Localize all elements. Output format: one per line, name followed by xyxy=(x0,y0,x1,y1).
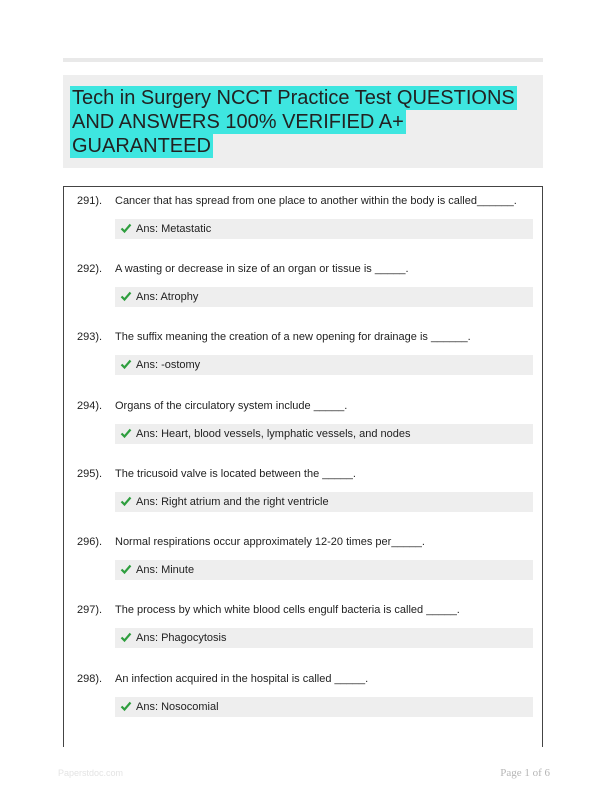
footer-watermark: Paperstdoc.com xyxy=(58,768,124,778)
checkmark-icon xyxy=(120,700,132,712)
checkmark-icon xyxy=(120,427,132,439)
checkmark-icon xyxy=(120,495,132,507)
qa-list xyxy=(63,186,543,747)
answer-row xyxy=(115,697,533,717)
answer-text: Ans: Metastatic xyxy=(136,223,212,235)
question-number: 297). xyxy=(77,604,103,616)
question-text: The process by which white blood cells engulf bacteria is called _____. xyxy=(115,604,460,616)
question-number: 293). xyxy=(77,331,103,343)
answer-row xyxy=(115,560,533,580)
checkmark-icon xyxy=(120,631,132,643)
checkmark-icon xyxy=(120,358,132,370)
checkmark-icon xyxy=(120,563,132,575)
answer-text: Ans: Nosocomial xyxy=(136,701,219,713)
answer-text: Ans: -ostomy xyxy=(136,359,201,371)
question-number: 294). xyxy=(77,400,103,412)
answer-text: Ans: Heart, blood vessels, lymphatic vessels, and nodes xyxy=(136,428,411,440)
question-text: Normal respirations occur approximately 12-20 times per_____. xyxy=(115,536,425,548)
question-text: An infection acquired in the hospital is called _____. xyxy=(115,673,369,685)
question-text: The suffix meaning the creation of a new opening for drainage is ______. xyxy=(115,331,471,343)
answer-text: Ans: Atrophy xyxy=(136,291,199,303)
page-indicator: Page 1 of 6 xyxy=(500,767,550,779)
answer-row xyxy=(115,492,533,512)
answer-text: Ans: Phagocytosis xyxy=(136,632,227,644)
question-number: 292). xyxy=(77,263,103,275)
answer-row xyxy=(115,287,533,307)
answer-row xyxy=(115,219,533,239)
answer-row xyxy=(115,355,533,375)
question-text: The tricusoid valve is located between the _____. xyxy=(115,468,356,480)
answer-row xyxy=(115,628,533,648)
question-number: 296). xyxy=(77,536,103,548)
question-text: A wasting or decrease in size of an organ or tissue is _____. xyxy=(115,263,409,275)
question-number: 291). xyxy=(77,195,103,207)
title-highlight: Tech in Surgery NCCT Practice Test QUESTIONS AND ANSWERS 100% VERIFIED A+ GUARANTEED xyxy=(72,87,515,157)
checkmark-icon xyxy=(120,222,132,234)
question-text: Cancer that has spread from one place to another within the body is called______. xyxy=(115,195,517,207)
question-number: 295). xyxy=(77,468,103,480)
question-number: 298). xyxy=(77,673,103,685)
answer-row xyxy=(115,424,533,444)
answer-text: Ans: Minute xyxy=(136,564,195,576)
document-title xyxy=(70,86,538,158)
top-divider xyxy=(63,58,543,62)
question-text: Organs of the circulatory system include _____. xyxy=(115,400,348,412)
checkmark-icon xyxy=(120,290,132,302)
answer-text: Ans: Right atrium and the right ventricle xyxy=(136,496,329,508)
